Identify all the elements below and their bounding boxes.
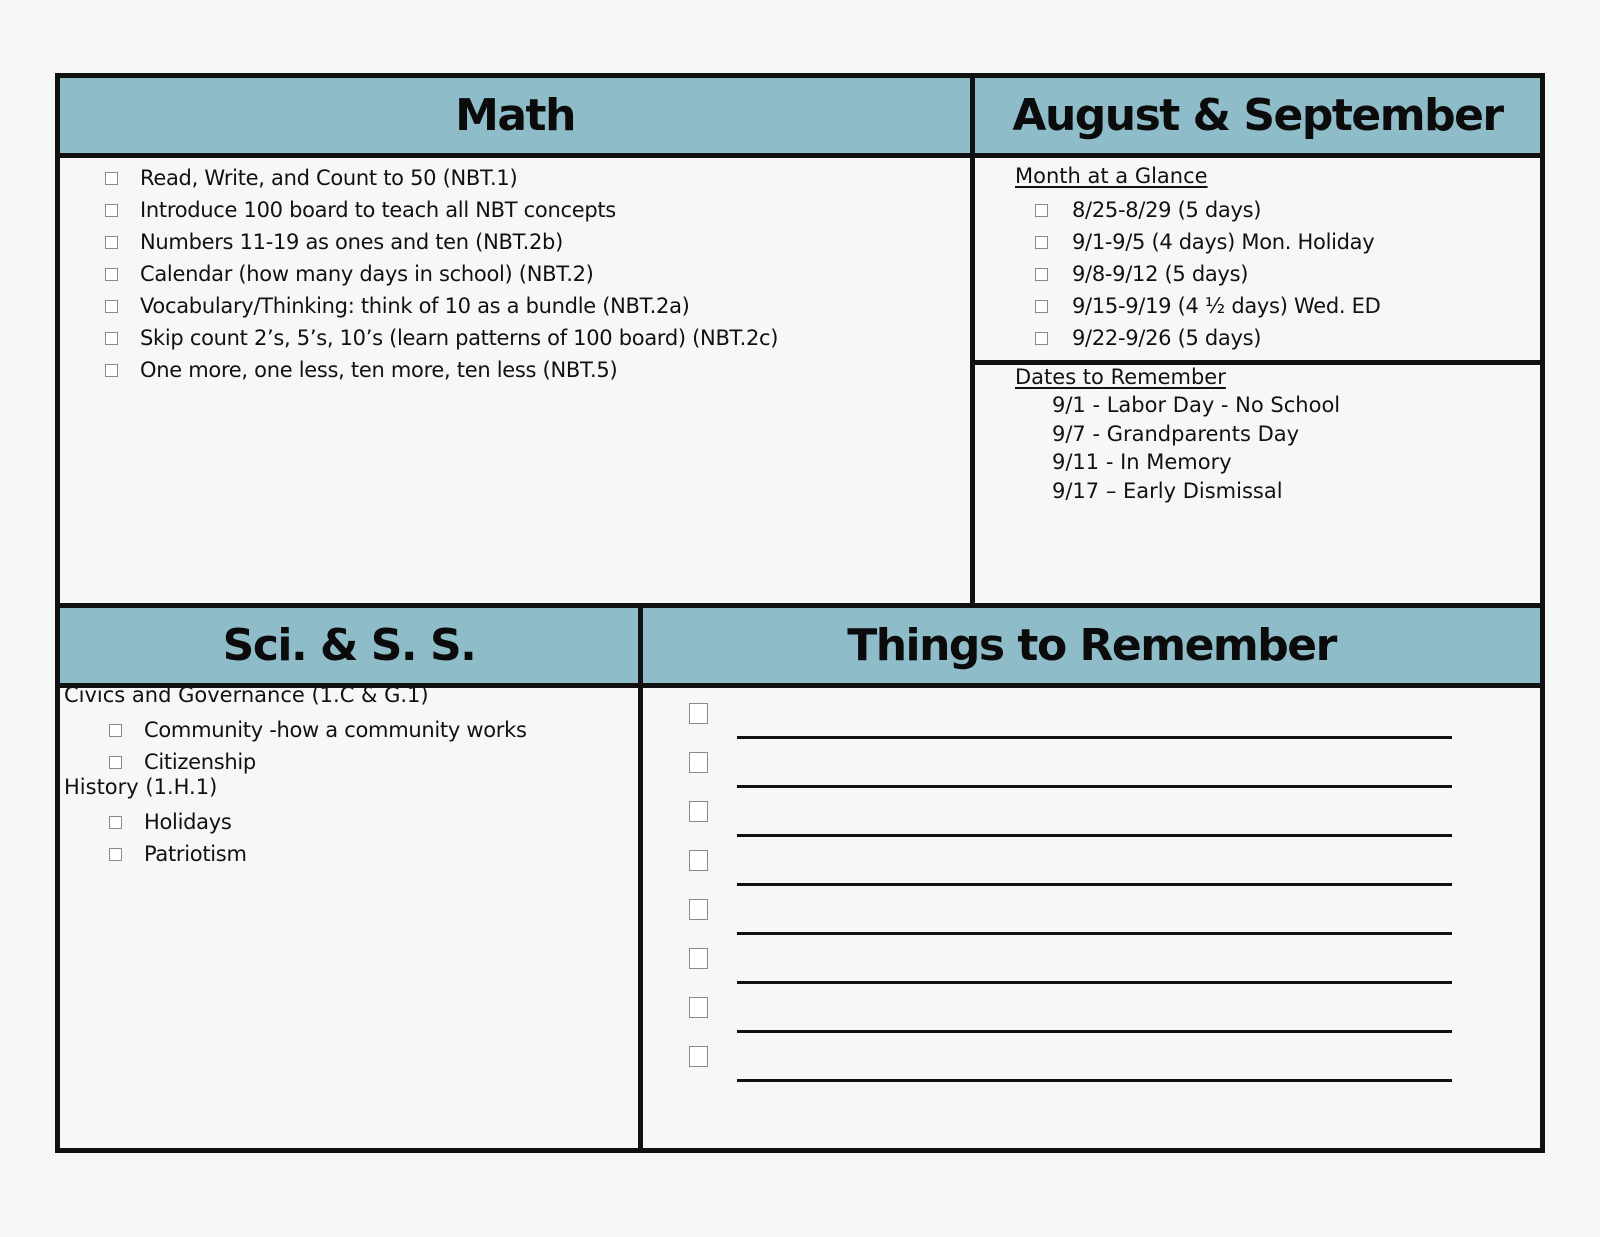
checkbox-icon[interactable] <box>109 816 122 829</box>
things-row[interactable] <box>643 703 1540 752</box>
glance-heading: Month at a Glance <box>1015 164 1208 188</box>
math-item-label: Vocabulary/Thinking: think of 10 as a bundle (NBT.2a) <box>140 294 690 318</box>
things-row[interactable] <box>643 1046 1540 1095</box>
write-line[interactable] <box>737 1030 1452 1033</box>
glance-item-label: 9/8-9/12 (5 days) <box>1072 262 1249 286</box>
write-line[interactable] <box>737 834 1452 837</box>
month-header <box>975 78 1540 158</box>
dates-heading: Dates to Remember <box>1015 365 1226 389</box>
checkbox-icon[interactable] <box>1035 300 1048 313</box>
science-group-heading: Civics and Governance (1.C & G.1) <box>64 683 429 707</box>
science-title: Sci. & S. S. <box>222 620 476 671</box>
things-row[interactable] <box>643 801 1540 850</box>
glance-list <box>1035 194 1380 354</box>
write-line[interactable] <box>737 1079 1452 1082</box>
math-item-label: Introduce 100 board to teach all NBT concepts <box>140 198 616 222</box>
glance-item-label: 8/25-8/29 (5 days) <box>1072 198 1262 222</box>
glance-item[interactable] <box>1035 194 1380 226</box>
things-title: Things to Remember <box>847 620 1336 671</box>
checkbox-icon[interactable] <box>109 756 122 769</box>
date-item: 9/7 - Grandparents Day <box>1052 422 1300 446</box>
checkbox-icon[interactable] <box>105 332 118 345</box>
checkbox-icon[interactable] <box>109 724 122 737</box>
checkbox-icon[interactable] <box>689 948 708 969</box>
checkbox-icon[interactable] <box>689 850 708 871</box>
things-row[interactable] <box>643 850 1540 899</box>
checkbox-icon[interactable] <box>105 236 118 249</box>
math-item[interactable] <box>105 258 778 290</box>
math-item[interactable] <box>105 194 778 226</box>
checkbox-icon[interactable] <box>1035 268 1048 281</box>
science-item[interactable] <box>109 714 527 746</box>
things-row[interactable] <box>643 752 1540 801</box>
math-list <box>105 162 778 386</box>
write-line[interactable] <box>737 883 1452 886</box>
write-line[interactable] <box>737 932 1452 935</box>
checkbox-icon[interactable] <box>689 899 708 920</box>
science-item-label: Patriotism <box>144 842 247 866</box>
checkbox-icon[interactable] <box>1035 332 1048 345</box>
write-line[interactable] <box>737 981 1452 984</box>
science-item[interactable] <box>109 806 247 838</box>
science-header <box>60 608 638 688</box>
science-item[interactable] <box>109 746 527 778</box>
planner-frame <box>55 73 1545 1153</box>
science-item-label: Holidays <box>144 810 232 834</box>
science-item-label: Citizenship <box>144 750 256 774</box>
science-list <box>109 714 527 778</box>
things-list <box>643 703 1540 1133</box>
science-group-heading: History (1.H.1) <box>64 775 218 799</box>
checkbox-icon[interactable] <box>689 703 708 724</box>
checkbox-icon[interactable] <box>105 300 118 313</box>
things-row[interactable] <box>643 899 1540 948</box>
math-item[interactable] <box>105 290 778 322</box>
date-item: 9/1 - Labor Day - No School <box>1052 393 1341 417</box>
checkbox-icon[interactable] <box>689 801 708 822</box>
math-item[interactable] <box>105 162 778 194</box>
checkbox-icon[interactable] <box>105 172 118 185</box>
math-title: Math <box>455 90 575 141</box>
math-item-label: Skip count 2’s, 5’s, 10’s (learn patterns of 100 board) (NBT.2c) <box>140 326 779 350</box>
checkbox-icon[interactable] <box>1035 204 1048 217</box>
glance-item-label: 9/1-9/5 (4 days) Mon. Holiday <box>1072 230 1375 254</box>
checkbox-icon[interactable] <box>689 1046 708 1067</box>
things-row[interactable] <box>643 948 1540 997</box>
math-item-label: Calendar (how many days in school) (NBT.2) <box>140 262 594 286</box>
glance-item-label: 9/22-9/26 (5 days) <box>1072 326 1262 350</box>
write-line[interactable] <box>737 736 1452 739</box>
checkbox-icon[interactable] <box>105 268 118 281</box>
math-item[interactable] <box>105 322 778 354</box>
glance-item-label: 9/15-9/19 (4 ½ days) Wed. ED <box>1072 294 1381 318</box>
date-item: 9/17 – Early Dismissal <box>1052 479 1283 503</box>
checkbox-icon[interactable] <box>109 848 122 861</box>
science-item-label: Community -how a community works <box>144 718 527 742</box>
math-item-label: Numbers 11-19 as ones and ten (NBT.2b) <box>140 230 563 254</box>
glance-item[interactable] <box>1035 322 1380 354</box>
math-item[interactable] <box>105 354 778 386</box>
checkbox-icon[interactable] <box>105 364 118 377</box>
math-item[interactable] <box>105 226 778 258</box>
glance-item[interactable] <box>1035 258 1380 290</box>
checkbox-icon[interactable] <box>689 752 708 773</box>
top-divider <box>970 78 975 608</box>
math-item-label: Read, Write, and Count to 50 (NBT.1) <box>140 166 518 190</box>
science-list <box>109 806 247 870</box>
things-row[interactable] <box>643 997 1540 1046</box>
things-header <box>643 608 1540 688</box>
glance-item[interactable] <box>1035 226 1380 258</box>
month-title: August & September <box>1012 90 1503 141</box>
math-header <box>60 78 970 158</box>
date-item: 9/11 - In Memory <box>1052 450 1232 474</box>
math-item-label: One more, one less, ten more, ten less (NBT.5) <box>140 358 618 382</box>
checkbox-icon[interactable] <box>1035 236 1048 249</box>
science-item[interactable] <box>109 838 247 870</box>
write-line[interactable] <box>737 785 1452 788</box>
glance-item[interactable] <box>1035 290 1380 322</box>
checkbox-icon[interactable] <box>105 204 118 217</box>
checkbox-icon[interactable] <box>689 997 708 1018</box>
